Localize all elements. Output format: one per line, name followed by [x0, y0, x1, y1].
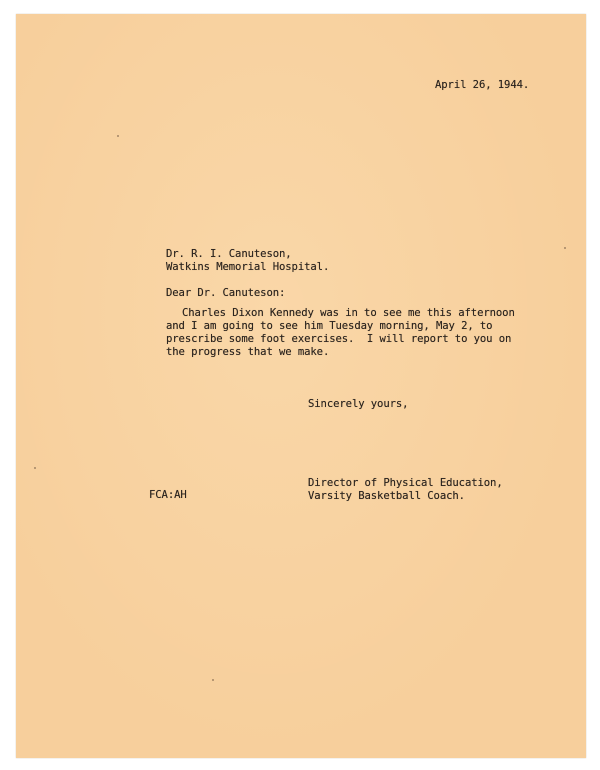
- body-line: and I am going to see him Tuesday morning, May 2, to: [166, 320, 493, 332]
- signer-title: Varsity Basketball Coach.: [308, 490, 465, 502]
- recipient-name: Dr. R. I. Canuteson,: [166, 248, 292, 260]
- signer-title: Director of Physical Education,: [308, 477, 503, 489]
- body-line: the progress that we make.: [166, 346, 330, 358]
- paper-speck: [564, 247, 566, 249]
- letter-date: April 26, 1944.: [435, 79, 530, 91]
- letter-page: [16, 14, 586, 758]
- paper-speck: [212, 679, 214, 681]
- reference-initials: FCA:AH: [149, 489, 187, 501]
- body-line: prescribe some foot exercises. I will report to you on: [166, 333, 512, 345]
- closing: Sincerely yours,: [308, 398, 409, 410]
- body-line: Charles Dixon Kennedy was in to see me this afternoon: [182, 307, 515, 319]
- paper-speck: [117, 135, 119, 137]
- recipient-organization: Watkins Memorial Hospital.: [166, 261, 330, 273]
- salutation: Dear Dr. Canuteson:: [166, 287, 286, 299]
- paper-speck: [34, 467, 36, 469]
